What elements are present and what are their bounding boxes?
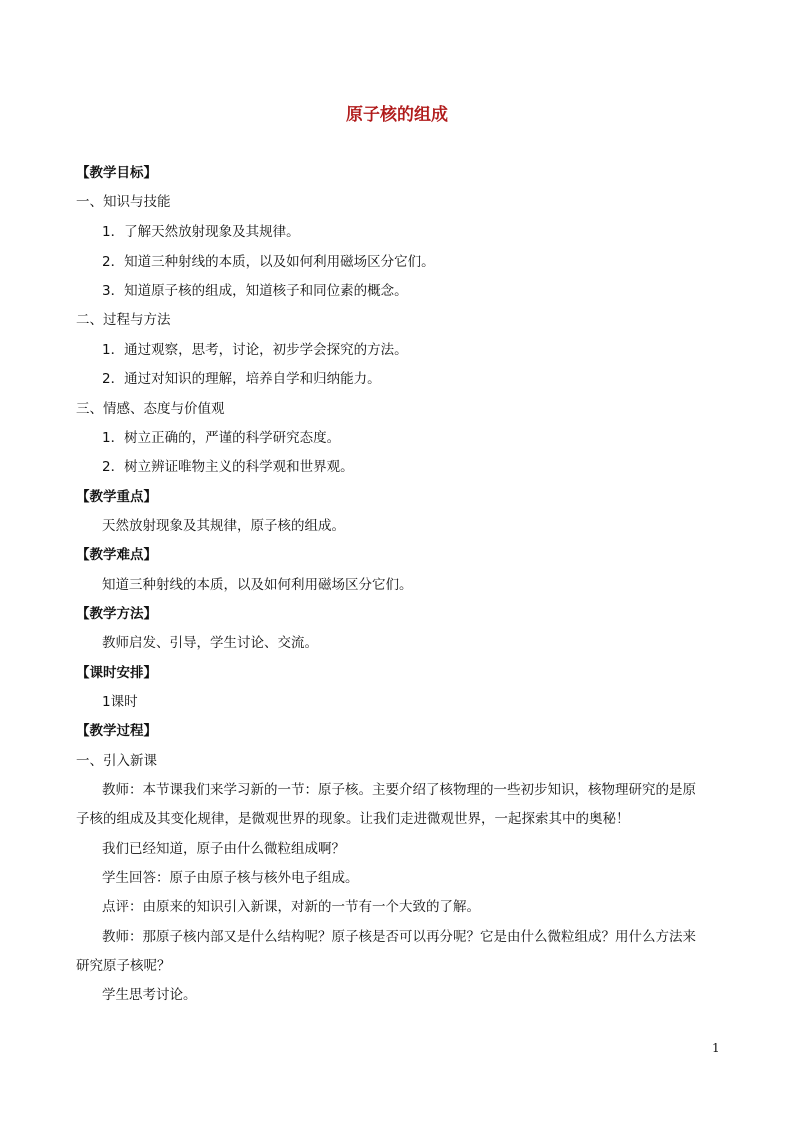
- goal-item: 2．通过对知识的理解，培养自学和归纳能力。: [102, 371, 381, 387]
- paragraph-line: 学生回答：原子由原子核与核外电子组成。: [102, 870, 359, 886]
- heading-process: 【教学过程】: [76, 723, 157, 739]
- heading-methods: 【教学方法】: [76, 606, 157, 622]
- section-introduction: 一、引入新课: [76, 753, 157, 769]
- goal-item: 1．树立正确的，严谨的科学研究态度。: [102, 430, 341, 446]
- schedule-text: 1课时: [102, 694, 138, 710]
- document-title: 原子核的组成: [346, 105, 448, 125]
- section-emotion-values: 三、情感、态度与价值观: [76, 401, 225, 417]
- goal-item: 3．知道原子核的组成，知道核子和同位素的概念。: [102, 283, 408, 299]
- paragraph-line: 子核的组成及其变化规律，是微观世界的现象。让我们走进微观世界，一起探索其中的奥秘！: [76, 811, 630, 827]
- goal-item: 1．了解天然放射现象及其规律。: [102, 224, 300, 240]
- difficulties-text: 知道三种射线的本质，以及如何利用磁场区分它们。: [102, 577, 413, 593]
- goal-item: 2．树立辨证唯物主义的科学观和世界观。: [102, 459, 354, 475]
- paragraph-line: 教师：那原子核内部又是什么结构呢？原子核是否可以再分呢？它是由什么微粒组成？用什么方法来: [102, 929, 696, 945]
- section-process-methods: 二、过程与方法: [76, 312, 171, 328]
- key-points-text: 天然放射现象及其规律，原子核的组成。: [102, 518, 345, 534]
- methods-text: 教师启发、引导，学生讨论、交流。: [102, 635, 318, 651]
- heading-teaching-goals: 【教学目标】: [76, 165, 157, 181]
- paragraph-line: 教师：本节课我们来学习新的一节：原子核。主要介绍了核物理的一些初步知识，核物理研究的是原: [102, 782, 696, 798]
- paragraph-line: 学生思考讨论。: [102, 987, 197, 1003]
- section-knowledge-skills: 一、知识与技能: [76, 194, 171, 210]
- paragraph-line: 研究原子核呢？: [76, 958, 171, 974]
- paragraph-line: 点评：由原来的知识引入新课，对新的一节有一个大致的了解。: [102, 899, 480, 915]
- heading-difficulties: 【教学难点】: [76, 547, 157, 563]
- goal-item: 1．通过观察，思考，讨论，初步学会探究的方法。: [102, 342, 408, 358]
- heading-schedule: 【课时安排】: [76, 665, 157, 681]
- heading-key-points: 【教学重点】: [76, 489, 157, 505]
- paragraph-line: 我们已经知道，原子由什么微粒组成啊？: [102, 841, 345, 857]
- goal-item: 2．知道三种射线的本质，以及如何利用磁场区分它们。: [102, 254, 435, 270]
- page-number: 1: [712, 1041, 720, 1055]
